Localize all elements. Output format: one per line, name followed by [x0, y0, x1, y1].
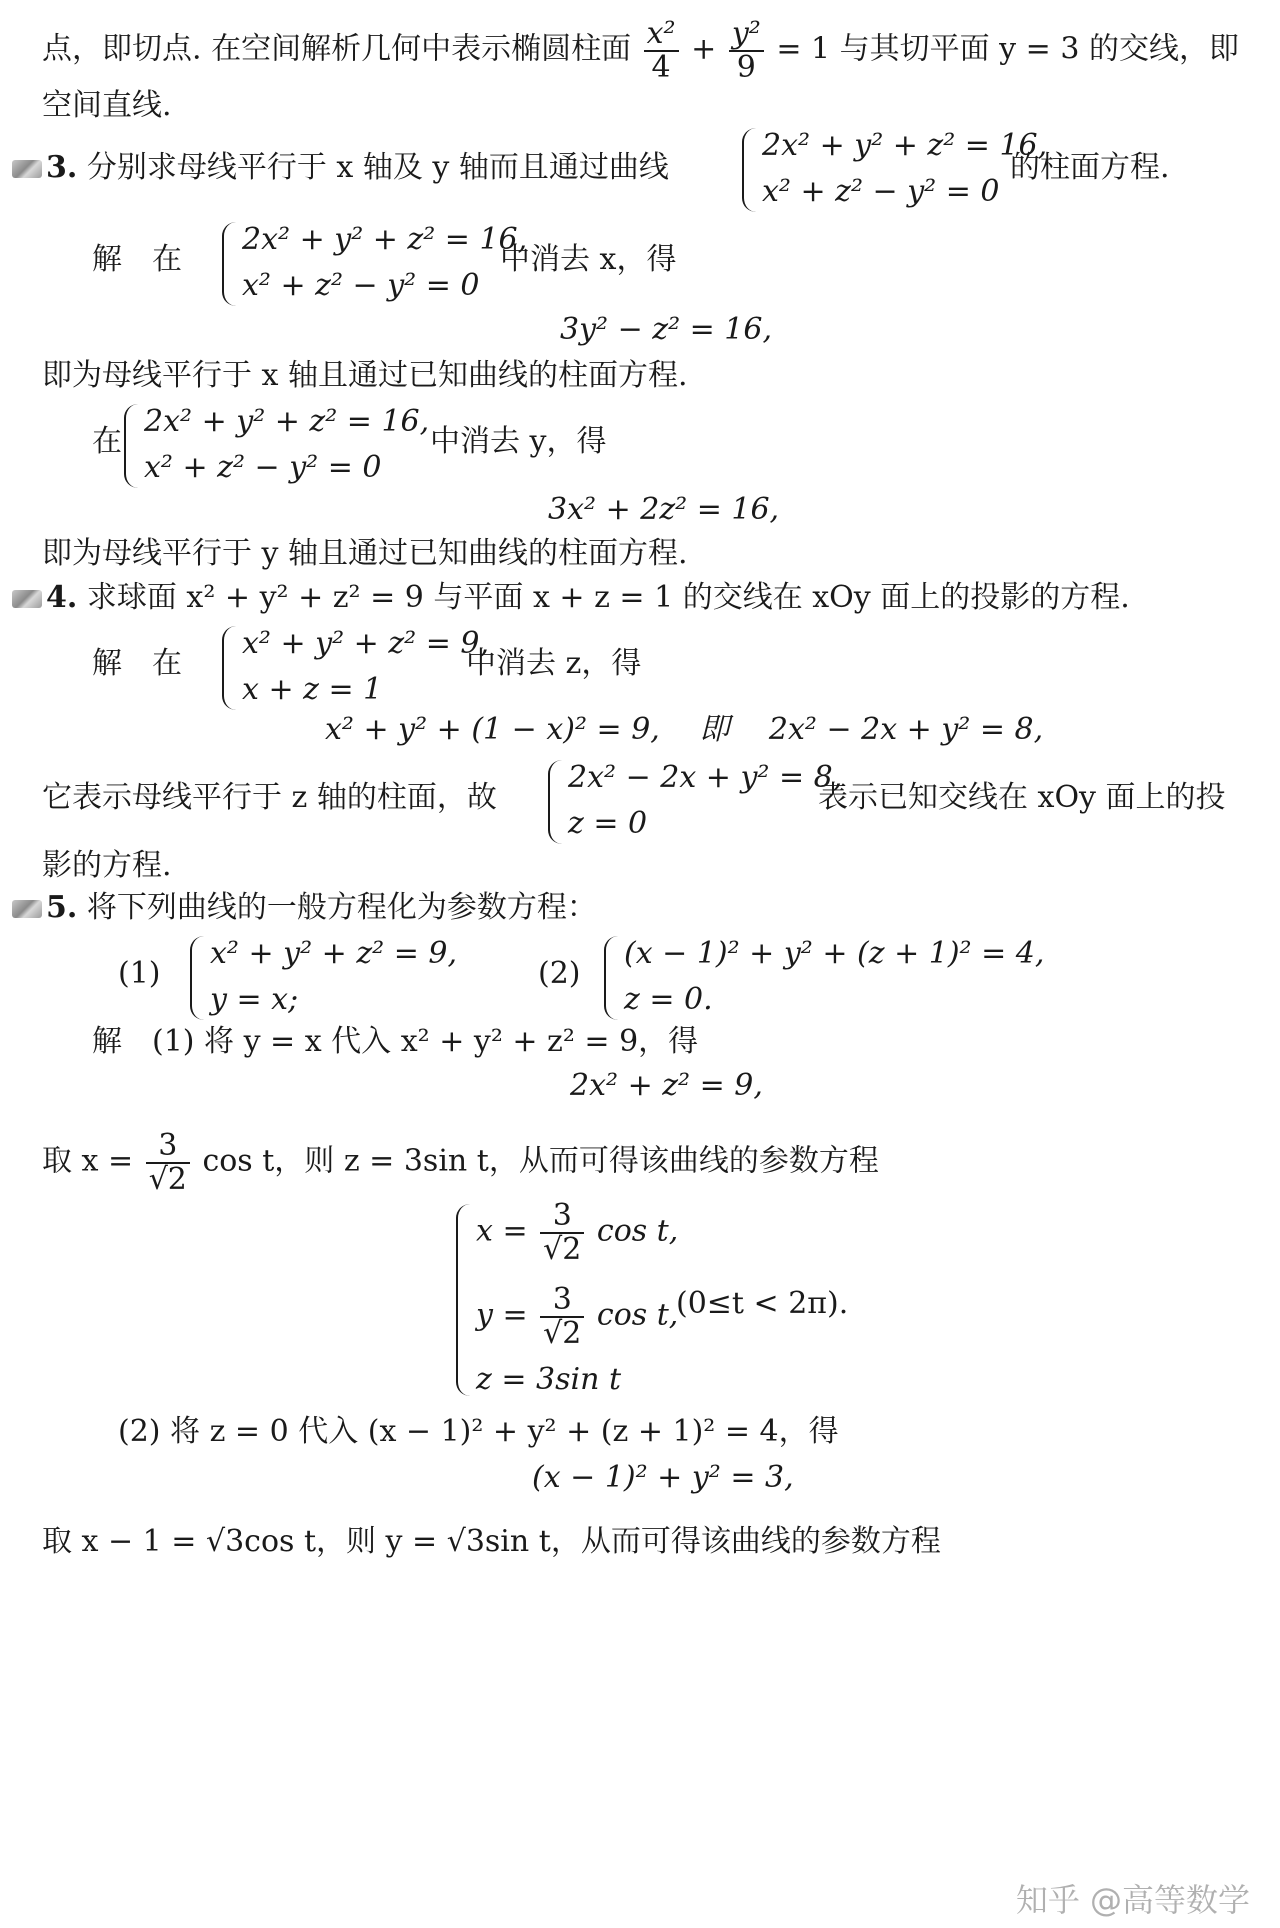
problem-text: 求球面 x² + y² + z² = 9 与平面 x + z = 1 的交线在 xOy 面上的投影的方程.: [86, 580, 1130, 615]
system-solution-3a: [222, 218, 528, 310]
solution-text: 中消去 y，得: [430, 424, 607, 459]
numerator: y²: [729, 18, 764, 52]
equation-row: x² + y² + z² = 9,: [210, 936, 458, 971]
brace: [604, 936, 620, 1020]
equation-row: 2x² + y² + z² = 16,: [144, 404, 430, 439]
problem-4-statement: [12, 580, 1130, 616]
line-ellipse-cylinder: [42, 18, 1239, 83]
equation-row: z = 0: [568, 806, 648, 841]
subproblem-label: (1): [118, 956, 161, 991]
last-line: 取 x − 1 = √3cos t，则 y = √3sin t，从而可得该曲线的参数方程: [42, 1524, 941, 1559]
equation-row: z = 0.: [624, 982, 713, 1017]
equation-5b: (x − 1)² + y² = 3,: [532, 1460, 794, 1495]
solution-text: 中消去 x，得: [500, 242, 677, 277]
system-curve-3: [742, 124, 1048, 216]
equation-4: x² + y² + (1 − x)² = 9, 即 2x² − 2x + y² = 8,: [325, 712, 1044, 747]
text: y =: [476, 1297, 528, 1333]
problem-marker-icon: [12, 900, 42, 918]
fraction-x2-over-4: [644, 18, 679, 83]
brace: [222, 626, 238, 710]
text-4-post: 表示已知交线在 xOy 面上的投: [818, 780, 1226, 815]
denominator: √2: [543, 1315, 582, 1351]
equation-row: x² + y² + z² = 9,: [242, 626, 490, 661]
problem-5-statement: [12, 890, 597, 926]
problem-number: 4.: [46, 580, 78, 615]
equation-row: x² + z² − y² = 0: [242, 268, 480, 303]
equation-row: x² + z² − y² = 0: [762, 174, 1000, 209]
text: cos t,: [596, 1297, 679, 1333]
line-space-line: 空间直线.: [42, 88, 172, 123]
numerator: 3: [540, 1200, 584, 1234]
text-4-end: 影的方程.: [42, 848, 172, 883]
equation-row: 2x² − 2x + y² = 8,: [568, 760, 843, 795]
equation-3a: 3y² − z² = 16,: [560, 312, 773, 347]
equation-3b: 3x² + 2z² = 16,: [548, 492, 780, 527]
brace: [548, 760, 564, 844]
conclusion-3b: 即为母线平行于 y 轴且通过已知曲线的柱面方程.: [42, 536, 688, 571]
brace: [190, 936, 206, 1020]
fraction: [540, 1200, 584, 1265]
brace: [742, 128, 758, 212]
problem-text-tail: 的柱面方程.: [1010, 150, 1170, 185]
denominator: 4: [651, 49, 671, 85]
text: x =: [476, 1213, 528, 1249]
denominator: √2: [148, 1161, 187, 1197]
parametric-row-z: z = 3sin t: [476, 1362, 622, 1397]
subproblem-label: (2): [538, 956, 581, 991]
problem-text: 将下列曲线的一般方程化为参数方程：: [86, 890, 597, 925]
parameter-range: (0≤t < 2π).: [676, 1286, 849, 1321]
fraction: [540, 1284, 584, 1349]
watermark: 知乎 @高等数学: [1015, 1881, 1250, 1919]
denominator: 9: [736, 49, 756, 85]
system-5-2: [604, 932, 1044, 1024]
fraction-3-over-sqrt2: [146, 1130, 190, 1195]
solution-5-2: (2) 将 z = 0 代入 (x − 1)² + y² + (z + 1)² = 4，得: [118, 1414, 839, 1449]
text: cos t,: [596, 1213, 679, 1249]
brace: [124, 404, 140, 488]
text: 取 x =: [42, 1143, 134, 1179]
equation-row: (x − 1)² + y² + (z + 1)² = 4,: [624, 936, 1045, 971]
parametric-row-y: [476, 1284, 678, 1349]
problem-number: 5.: [46, 890, 78, 925]
solution-label: 解 在: [92, 646, 182, 681]
text: 点，即切点. 在空间解析几何中表示椭圆柱面: [42, 31, 632, 67]
equation-row: x + z = 1: [242, 672, 383, 707]
substitution-line: [42, 1130, 879, 1195]
solution-5-1: 解 (1) 将 y = x 代入 x² + y² + z² = 9，得: [92, 1024, 699, 1059]
equation-row: 2x² + y² + z² = 16,: [762, 128, 1048, 163]
parametric-row-x: [476, 1200, 678, 1265]
fraction-y2-over-9: [729, 18, 764, 83]
denominator: √2: [543, 1231, 582, 1267]
solution-label: 在: [92, 424, 122, 459]
system-solution-4: [222, 622, 490, 714]
problem-marker-icon: [12, 160, 42, 178]
text-4-pre: 它表示母线平行于 z 轴的柱面，故: [42, 780, 497, 815]
equation-5a: 2x² + z² = 9,: [570, 1068, 763, 1103]
problem-number: 3.: [46, 150, 78, 185]
numerator: 3: [540, 1284, 584, 1318]
equation-row: 2x² + y² + z² = 16,: [242, 222, 528, 257]
text: = 1 与其切平面 y = 3 的交线，即: [776, 31, 1239, 67]
conclusion-3a: 即为母线平行于 x 轴且通过已知曲线的柱面方程.: [42, 358, 688, 393]
equation-row: x² + z² − y² = 0: [144, 450, 382, 485]
system-5-1: [190, 932, 458, 1024]
problem-3-statement: [12, 150, 669, 186]
problem-text: 分别求母线平行于 x 轴及 y 轴而且通过曲线: [86, 150, 669, 185]
problem-marker-icon: [12, 590, 42, 608]
brace: [222, 222, 238, 306]
system-solution-3b: [124, 400, 430, 492]
system-projection-4: [548, 756, 843, 848]
plus-sign: +: [691, 31, 717, 67]
brace: [456, 1204, 472, 1396]
numerator: x²: [644, 18, 679, 52]
solution-text: 中消去 z，得: [466, 646, 642, 681]
solution-label: 解 在: [92, 242, 182, 277]
text: cos t，则 z = 3sin t，从而可得该曲线的参数方程: [202, 1143, 879, 1179]
numerator: 3: [146, 1130, 190, 1164]
equation-row: y = x;: [210, 982, 299, 1017]
